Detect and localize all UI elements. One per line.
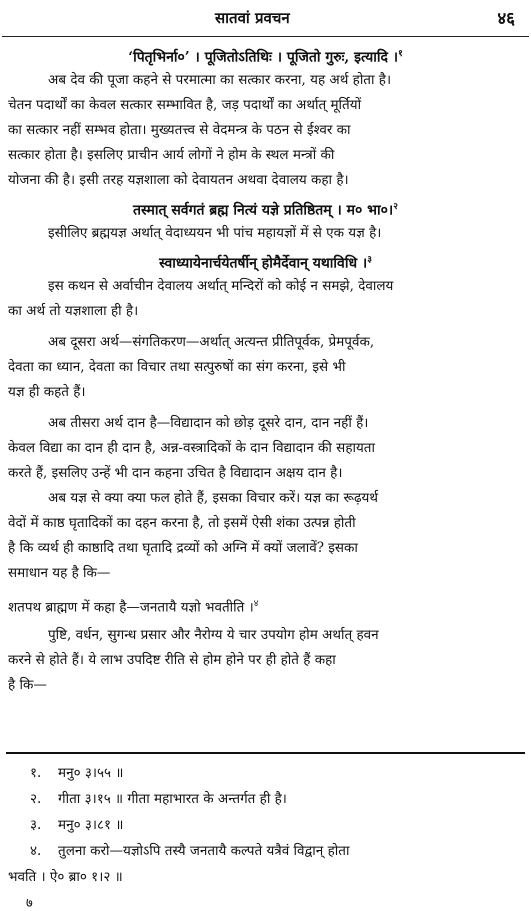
page-header [0,6,531,32]
text-line: है कि व्यर्थ ही काष्ठादि तथा घृतादि द्रव्यों को अग्नि में क्यों जलावें? इसका [8,540,358,556]
text-line: वेदों में काष्ठ घृतादिकों का दहन करना है, तो इसमें ऐसी शंका उत्पन्न होती [8,515,356,531]
footnote-ref-2: २ [393,202,398,212]
text-line: इस कथन से अर्वाचीन देवालय अर्थात् मन्दिरों को कोई न समझे, देवालय [48,278,394,294]
paragraph-8 [8,623,523,698]
shatapatha-quote: शतपथ ब्राह्मण में कहा है—जनतायै यज्ञो भवतीति ।$^४$ [8,599,259,616]
running-title: सातवां प्रवचन [215,9,290,27]
footnote-item: १. मनु० ३।५५ ॥ [30,765,124,781]
text-line: अब तीसरा अर्थ दान है—विद्यादान को छोड़ दूसरे दान, दान नहीं हैं। [48,415,369,431]
text-line: अब देव की पूजा कहने से परमात्मा का सत्कार करना, यह अर्थ होता है। [48,72,392,88]
footnote-ref-1: १ [398,49,403,59]
paragraph-3 [8,274,523,324]
signature-mark: ७ [26,896,33,911]
text-line: केवल विद्या का दान ही दान है, अन्न-वस्त्रादिकों के दान विद्यादान की सहायता [8,440,375,456]
page-body [8,40,523,698]
text-line: सत्कार होता है। इसलिए प्राचीन आर्य लोगों ने होम के स्थल मन्त्रों की [8,147,335,163]
sanskrit-quote-1: ‘पितृभिर्ना०’ । पूजितोऽतिथिः । पूजितो गुरुः, इत्यादि ।$^१$ [128,49,403,66]
text-line: अब दूसरा अर्थ—संगतिकरण—अर्थात् अत्यन्त प्रीतिपूर्वक, प्रेमपूर्वक, [48,334,375,350]
text-line: है कि— [8,677,47,693]
paragraph-1 [8,68,523,193]
paragraph-5 [8,411,523,486]
footnotes [8,760,523,890]
text-line: करने से होते हैं। ये लाभ उपदिष्ट रीति से होम होने पर ही होते हैं कहा [8,652,336,668]
sanskrit-quote-2: तस्मात् सर्वगतं ब्रह्म नित्यं यज्ञे प्रतिष्ठितम् । म० भा०।$^२$ [133,202,398,219]
text-line: चेतन पदार्थों का केवल सत्कार सम्भावित है, जड़ पदार्थों का अर्थात् मूर्तियों [8,97,362,113]
paragraph-2 [8,221,523,246]
text-line: इसीलिए ब्रह्मयज्ञ अर्थात् वेदाध्ययन भी पांच महायज्ञों में से एक यज्ञ है। [48,225,382,241]
footnote-rule [6,752,525,754]
sanskrit-quote-3: स्वाध्यायेनार्चयेतर्षीन् होमैर्देवान् यथाविधि ।$^३$ [159,255,372,272]
paragraph-6 [8,486,523,586]
page-number: ४६ [497,9,515,29]
text-line: का अर्थ तो यज्ञशाला ही है। [8,303,139,319]
text-line: योजना की है। इसी तरह यज्ञशाला को देवायतन अथवा देवालय कहा है। [8,172,349,188]
text-line: करते हैं, इसलिए उन्हें भी दान कहना उचित है विद्यादान अक्षय दान है। [8,465,343,481]
footnote-item: ४. तुलना करो—यज्ञोऽपि तस्यै जनतायै कल्पते यत्रैवं विद्वान् होता [30,843,350,859]
footnote-ref-3: ३ [367,255,372,265]
header-rule [2,36,529,37]
footnote-item: २. गीता ३।१५ ॥ गीता महाभारत के अन्तर्गत ही है। [30,791,287,807]
text-line: का सत्कार नहीं सम्भव होता। मुख्यतत्त्व से वेदमन्त्र के पठन से ईश्वर का [8,122,351,138]
footnote-item: ३. मनु० ३।८१ ॥ [30,817,124,833]
footnote-ref-4: ४ [253,599,259,609]
text-line: पुष्टि, वर्धन, सुगन्ध प्रसार और नैरोग्य ये चार उपयोग होम अर्थात् हवन [48,627,379,643]
text-line: समाधान यह है कि— [8,565,111,581]
text-line: यज्ञ ही कहते हैं। [8,384,86,400]
text-line: देवता का ध्यान, देवता का विचार तथा सत्पुरुषों का संग करना, इसे भी [8,359,346,375]
text-line: अब यज्ञ से क्या क्या फल होते हैं, इसका विचार करें। यज्ञ का रूढ़यर्थ [48,490,379,506]
footnote-continuation: भवति । ऐ० ब्रा० १।२ ॥ [8,869,123,885]
paragraph-4 [8,330,523,405]
